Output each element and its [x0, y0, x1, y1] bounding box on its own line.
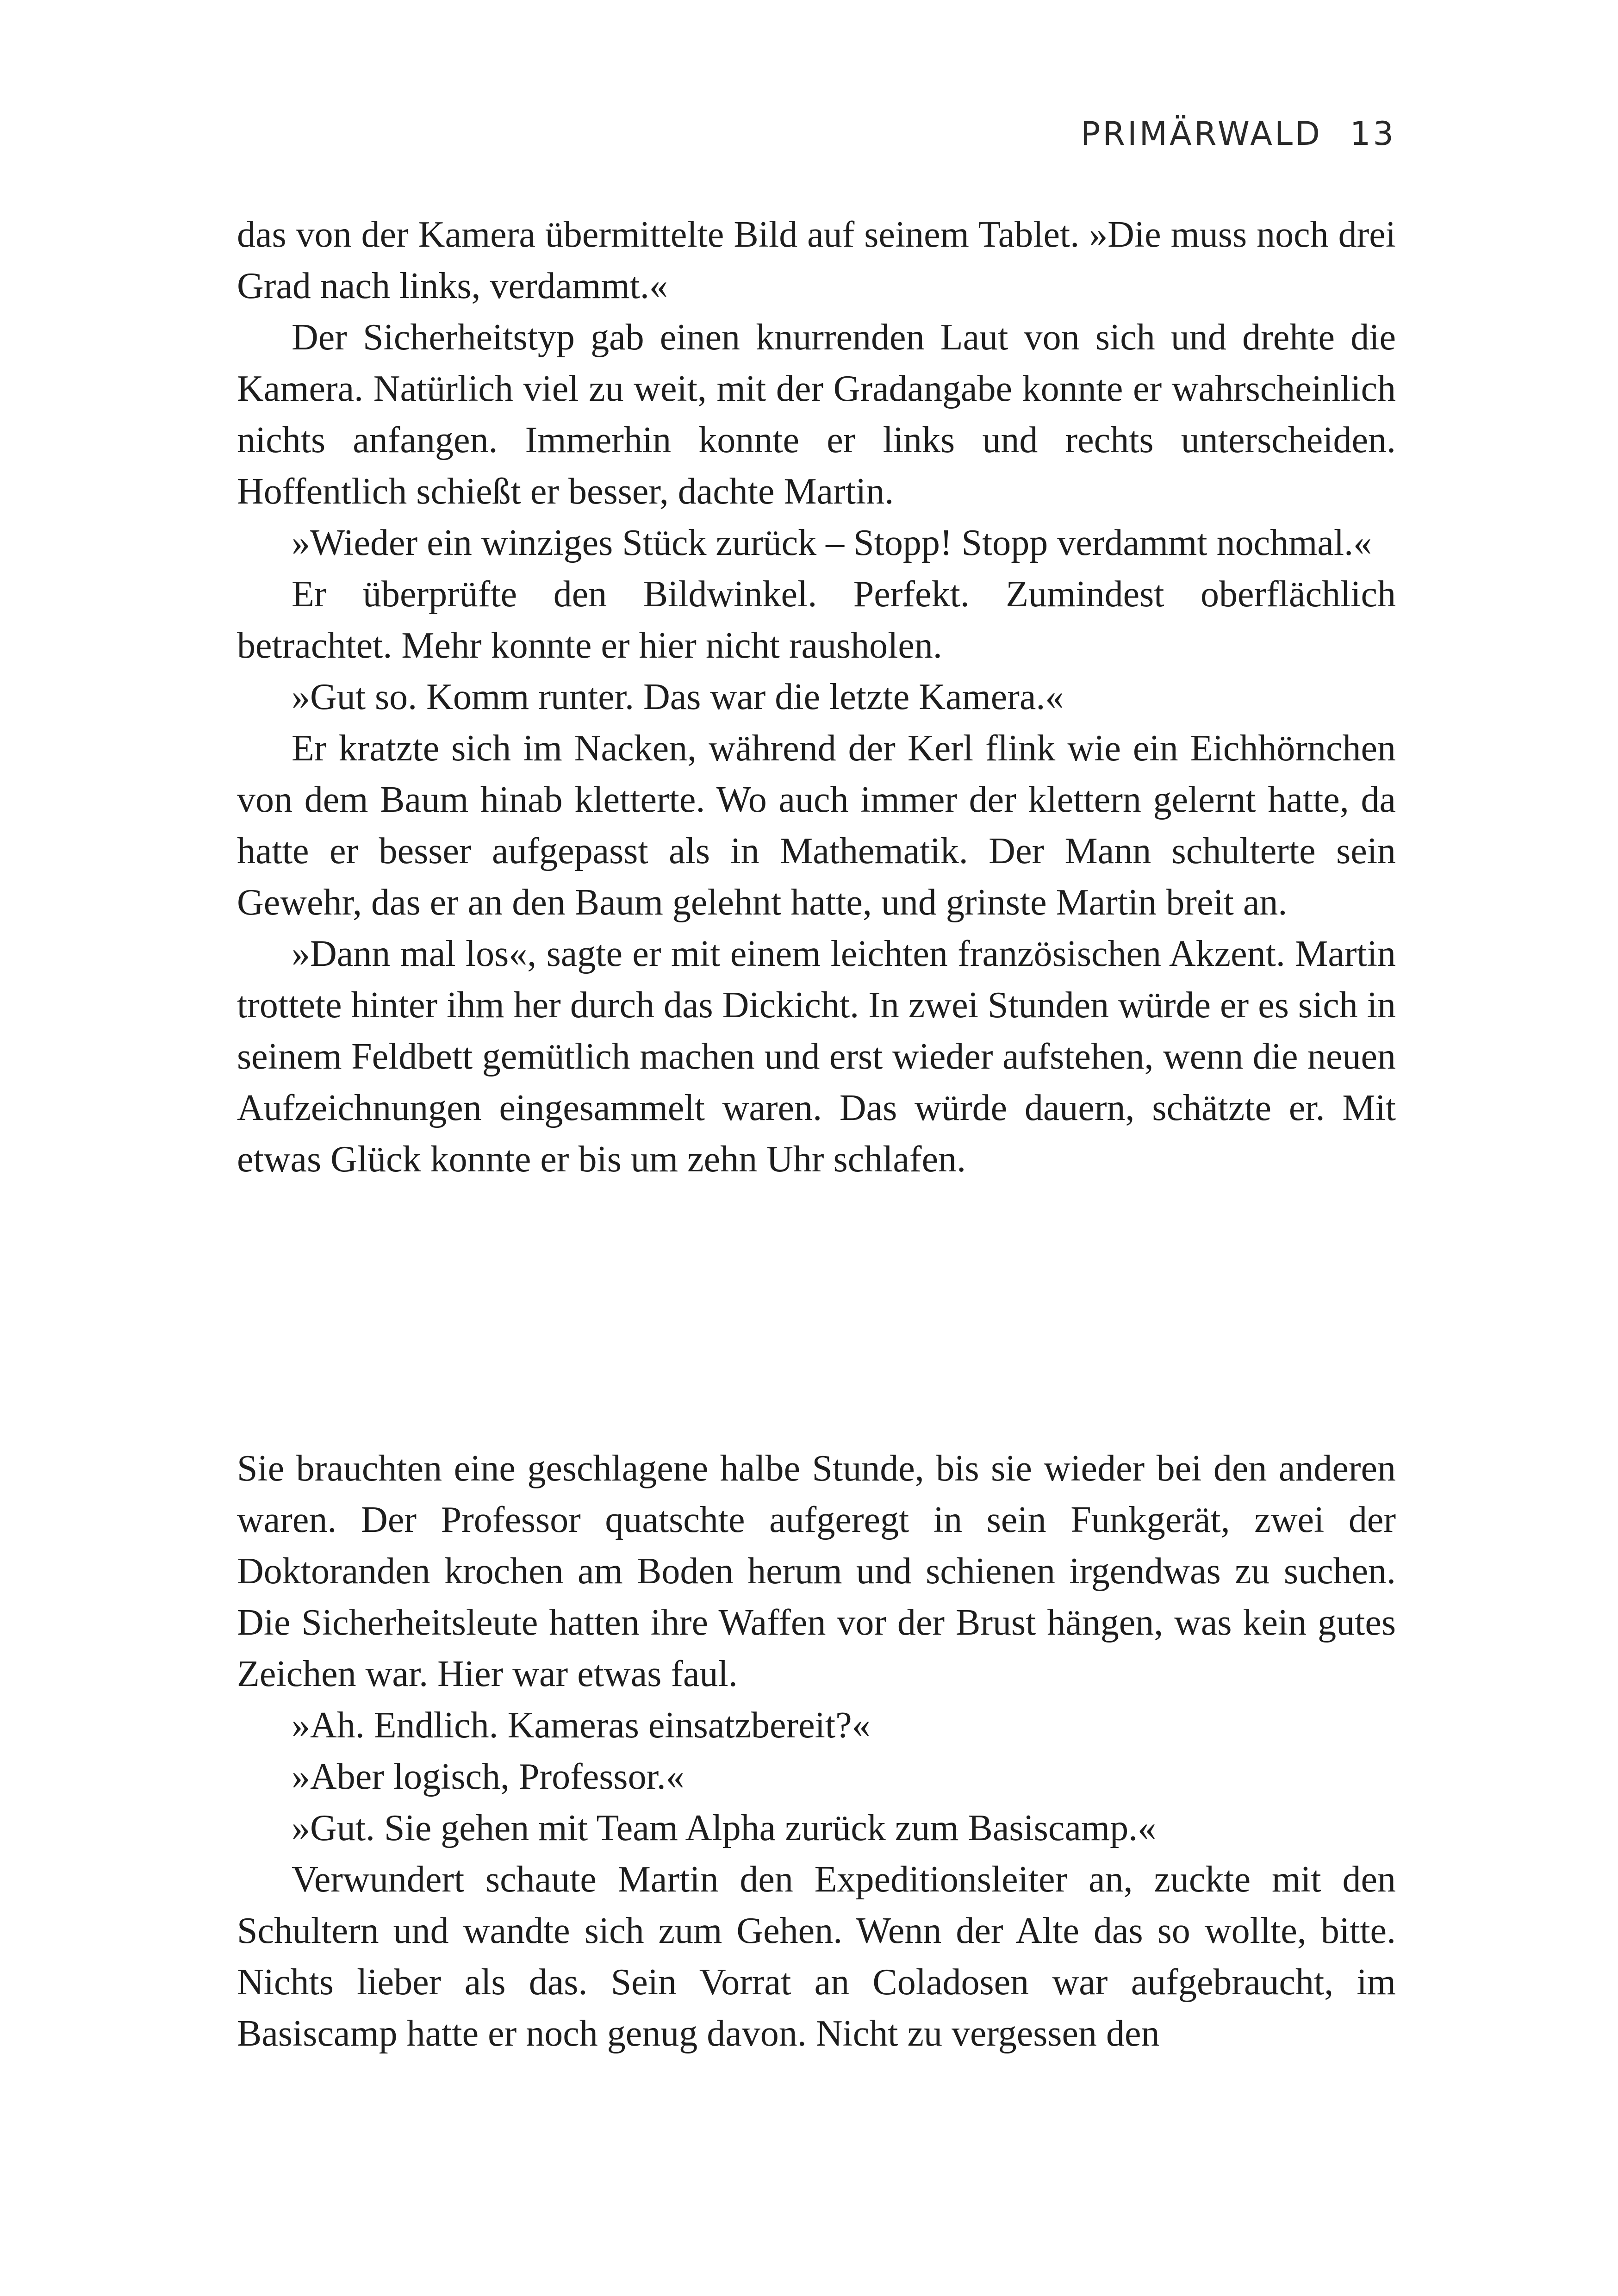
- paragraph: Er überprüfte den Bildwinkel. Perfekt. Zumindest oberflächlich betrachtet. Mehr konnte er hier nicht rausholen.: [237, 574, 1396, 666]
- paragraph: »Ah. Endlich. Kameras einsatzbereit?«: [292, 1705, 871, 1746]
- paragraph: das von der Kamera übermittelte Bild auf seinem Tablet. »Die muss noch drei Grad nach links, verdammt.«: [237, 214, 1396, 306]
- paragraph: »Dann mal los«, sagte er mit einem leichten französischen Akzent. Martin trottete hinter ihm her durch das Dickicht. In zwei Stunden würde er es sich in seinem Feldbett gemütlich machen und erst wieder aufstehen, wenn die neuen Aufzeichnungen eingesammelt waren. Das würde dauern, schätzte er. Mit etwas Glück konnte er bis um zehn Uhr schlafen.: [237, 933, 1396, 1180]
- paragraph: »Aber logisch, Professor.«: [292, 1756, 685, 1797]
- running-header: [1081, 115, 1396, 153]
- text-section-2: [237, 1443, 1396, 2060]
- book-title: PRIMÄRWALD: [1081, 115, 1322, 153]
- paragraph: »Gut so. Komm runter. Das war die letzte Kamera.«: [292, 677, 1064, 717]
- paragraph: Der Sicherheitstyp gab einen knurrenden Laut von sich und drehte die Kamera. Natürlich viel zu weit, mit der Gradangabe konnte er wahrscheinlich nichts anfangen. Immerhin konnte er links und rechts unterscheiden. Hoffentlich schießt er besser, dachte Martin.: [237, 317, 1396, 512]
- paragraph: Verwundert schaute Martin den Expeditionsleiter an, zuckte mit den Schultern und wandte sich zum Gehen. Wenn der Alte das so wollte, bitte. Nichts lieber als das. Sein Vorrat an Coladosen war aufgebraucht, im Basiscamp hatte er noch genug davon. Nicht zu vergessen den: [237, 1859, 1396, 2054]
- paragraph: Er kratzte sich im Nacken, während der Kerl flink wie ein Eichhörnchen von dem Baum hinab kletterte. Wo auch immer der klettern gelernt hatte, da hatte er besser aufgepasst als in Mathematik. Der Mann schulterte sein Gewehr, das er an den Baum gelehnt hatte, und grinste Martin breit an.: [237, 728, 1396, 923]
- paragraph: »Gut. Sie gehen mit Team Alpha zurück zum Basiscamp.«: [292, 1808, 1157, 1848]
- paragraph: »Wieder ein winziges Stück zurück – Stopp! Stopp verdammt nochmal.«: [292, 523, 1372, 563]
- page-number: 13: [1350, 115, 1396, 153]
- paragraph: Sie brauchten eine geschlagene halbe Stunde, bis sie wieder bei den anderen waren. Der Professor quatschte aufgeregt in sein Funkgerät, zwei der Doktoranden krochen am Boden herum und schienen irgendwas zu suchen. Die Sicherheitsleute hatten ihre Waffen vor der Brust hängen, was kein gutes Zeichen war. Hier war etwas faul.: [237, 1448, 1396, 1694]
- text-section-1: [237, 209, 1396, 1185]
